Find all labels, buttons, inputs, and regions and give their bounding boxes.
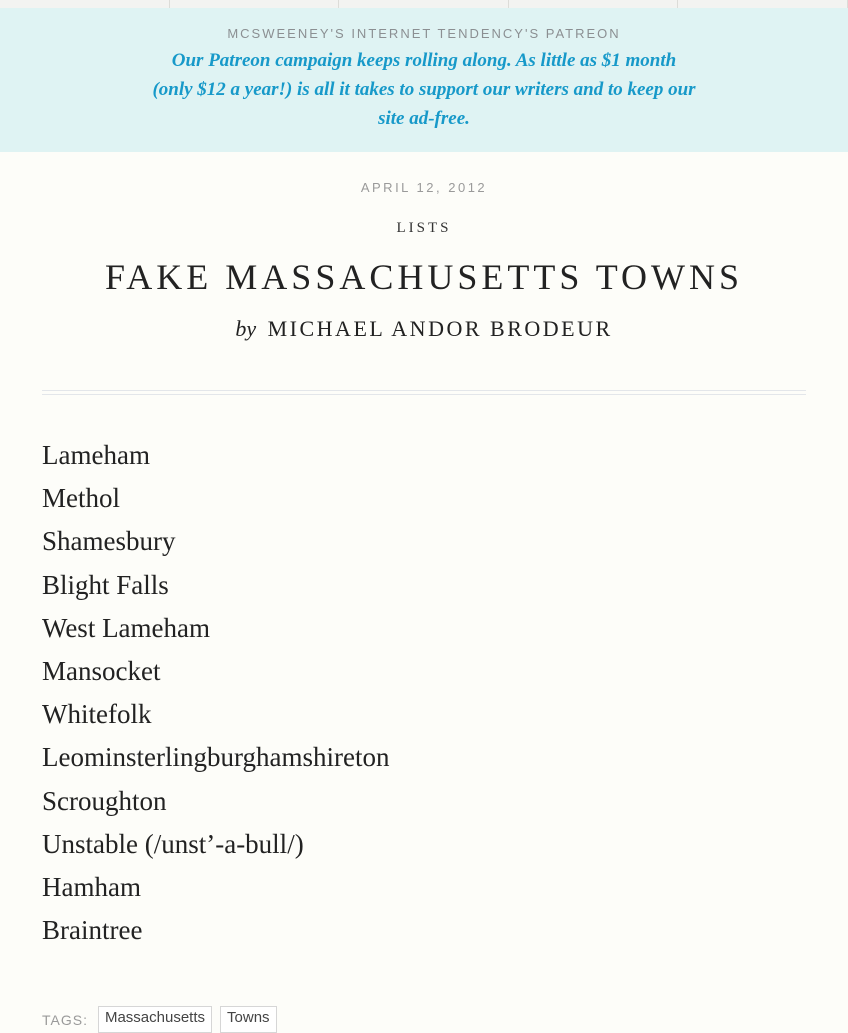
list-item: Braintree — [42, 915, 143, 946]
tab-segment[interactable] — [509, 0, 679, 8]
list-item: Shamesbury — [42, 526, 176, 557]
article-date: APRIL 12, 2012 — [360, 180, 488, 195]
list-item: West Lameham — [42, 612, 211, 643]
tab-segment[interactable] — [339, 0, 509, 8]
header-divider — [42, 390, 806, 395]
byline-author-link[interactable]: MICHAEL ANDOR BRODEUR — [267, 316, 613, 341]
list-item: Methol — [42, 483, 120, 514]
article-category-link[interactable]: LISTS — [396, 220, 452, 236]
patreon-banner-message[interactable]: Our Patreon campaign keeps rolling along. As little as $1 month (only $12 a year!) is all it takes to support our writers and to keep our site ad-free. — [152, 50, 696, 129]
list-item: Unstable (/unst’-a-bull/) — [42, 828, 304, 859]
town-list — [42, 434, 389, 952]
list-item: Scroughton — [42, 785, 167, 816]
list-item: Mansocket — [42, 656, 161, 687]
tab-segment[interactable] — [0, 0, 170, 8]
list-item: Leominsterlingburghamshireton — [42, 742, 390, 773]
list-item: Blight Falls — [42, 569, 169, 600]
tags-row — [42, 1006, 285, 1033]
article-byline — [0, 316, 848, 342]
byline-prefix: by — [235, 316, 257, 341]
article-title: FAKE MASSACHUSETTS TOWNS — [104, 257, 744, 297]
tab-segment[interactable] — [170, 0, 340, 8]
tag-massachusetts[interactable]: Massachusetts — [98, 1006, 212, 1033]
patreon-banner-label: MCSWEENEY'S INTERNET TENDENCY'S PATREON — [227, 26, 621, 41]
tags-label: TAGS: — [42, 1011, 88, 1028]
list-item: Lameham — [42, 440, 150, 470]
tab-segment[interactable] — [678, 0, 848, 8]
patreon-banner[interactable] — [0, 8, 848, 152]
list-item: Hamham — [42, 872, 141, 903]
tag-towns[interactable]: Towns — [220, 1006, 277, 1033]
list-item: Whitefolk — [42, 699, 152, 730]
